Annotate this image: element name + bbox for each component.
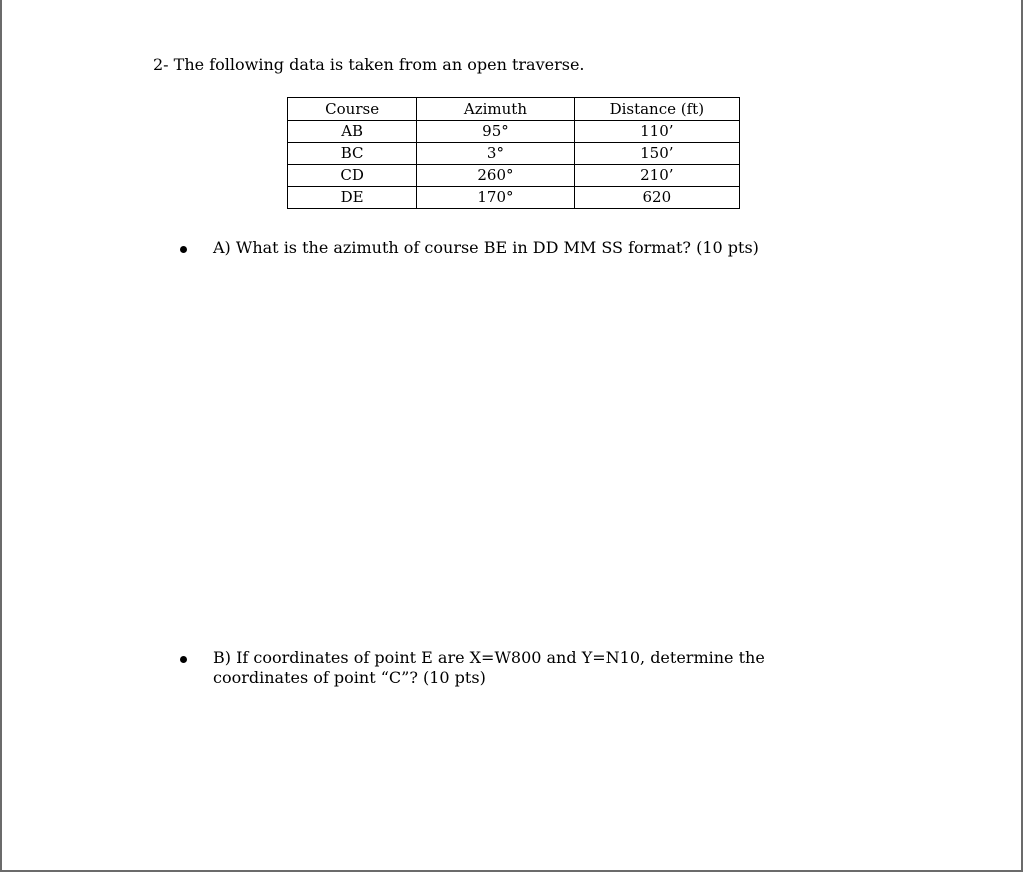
table-header-row	[288, 98, 740, 121]
azimuth-cell: 260°	[417, 165, 574, 187]
distance-cell: 110’	[574, 121, 739, 143]
course-cell: DE	[288, 187, 417, 209]
course-cell: BC	[288, 143, 417, 165]
course-cell: AB	[288, 121, 417, 143]
azimuth-cell: 95°	[417, 121, 574, 143]
question-heading: 2- The following data is taken from an open traverse.	[153, 55, 585, 74]
traverse-data-table	[287, 97, 740, 209]
part-a-text: A) What is the azimuth of course BE in DD MM SS format? (10 pts)	[213, 238, 759, 257]
bullet-icon	[180, 656, 187, 663]
part-b-text: B) If coordinates of point E are X=W800 and Y=N10, determine the coordinates of point “C”? (10 pts)	[213, 648, 765, 687]
distance-cell: 210’	[574, 165, 739, 187]
distance-cell: 620	[574, 187, 739, 209]
column-header-course: Course	[288, 98, 417, 121]
table-row	[288, 187, 740, 209]
course-cell: CD	[288, 165, 417, 187]
azimuth-cell: 3°	[417, 143, 574, 165]
table-row	[288, 165, 740, 187]
table-row	[288, 143, 740, 165]
distance-cell: 150’	[574, 143, 739, 165]
table-row	[288, 121, 740, 143]
column-header-distance: Distance (ft)	[574, 98, 739, 121]
bullet-icon	[180, 246, 187, 253]
column-header-azimuth: Azimuth	[417, 98, 574, 121]
azimuth-cell: 170°	[417, 187, 574, 209]
